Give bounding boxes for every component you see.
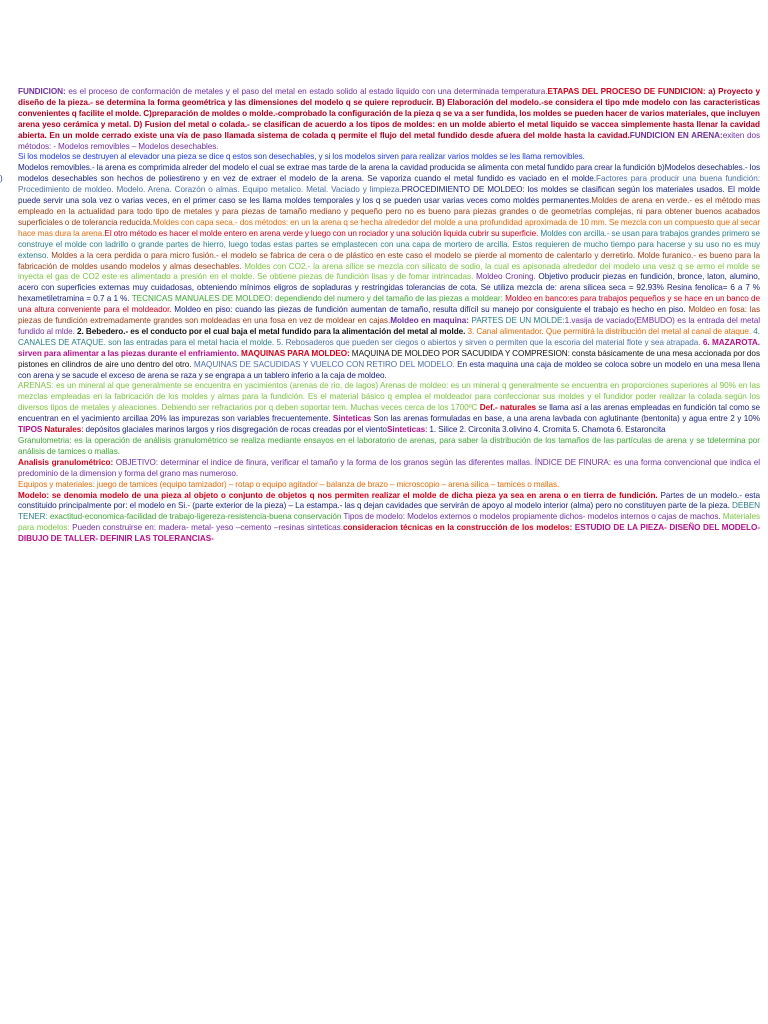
- text-run: PARTES DE UN MOLDE:: [468, 316, 565, 326]
- text-run: Moldeo en maquina:: [390, 316, 469, 326]
- text-run: : 1. Silice 2. Circonita 3.olivino 4. Cromita 5. Chamota 6. Estaroncita: [425, 425, 666, 435]
- text-run: Pueden construirse en: madera- metal- yeso –cemento –resinas sinteticas.: [69, 523, 343, 533]
- text-run: Arenas de moldeo: es un mineral q generalmente se encuentra en proporciones superiores al 90% en las mezclas empleadas en la fabricación de los moldes y almas para la fundición. Es el material básico q emplea el moldeador para confeccionar sus moldes y el fundidor poder realizar la colada según los diversos tipos de metales y aleaciones. Debiendo ser refractarios por q deben soportar tem. Muchas veces cerca de los 1700ºC: [18, 381, 760, 413]
- text-run: 1.vasija de vaciado(EMBUDO) es la entrada del metal fundido al mlde.: [18, 316, 760, 336]
- text-run: Modelo: se denomia modelo de una pieza al objeto o conjunto de objetos q nos permiten realizar el molde de dicha pieza ya sea en arena o en tierra de fundición.: [18, 490, 658, 500]
- text-run: Moldes con capa seca.- dos métodos: en un la arena q se hecha alrededor del molde a una profundidad aproximada de 10 mm. Se mezcla con un compuesto que al secar hace mas dura la arena.: [18, 217, 760, 238]
- text-run: Modelos removibles.- la arena es comprimida alreder del modelo el cual se extrae mas tarde de la arena la cavidad producida se alimenta con metal fundido para crear la fundición b)Modelos desechables.- los modelos desechables son hechos de poliestireno y en vez de extraer el modelo de la arena. Se vaporiza cuando el metal fundido es vaciado en el molde.: [18, 163, 760, 184]
- text-run: ETAPAS DEL PROCESO DE FUNDICION:: [547, 87, 706, 96]
- paragraph: [18, 436, 760, 458]
- text-run: exactitud-economica-facilidad de trabajo-ligereza-resistencia-buena conservación: [47, 512, 342, 522]
- text-run: FUNDICION EN ARENA:: [629, 130, 723, 140]
- paragraph: [18, 163, 760, 381]
- text-run: DEBEN TENER:: [18, 501, 761, 522]
- paragraph: [18, 480, 760, 491]
- text-run: Moldes con arcilla.- se usan para trabajos grandes primero se construye el molde con ladrillo o grande partes de hierro, luego todas estas partes se emplastecen con una capa de mortero de arcilla. Estos requieren de mucho tiempo para hacerse y su uso no es muy extenso.: [18, 228, 760, 260]
- text-run: dependiendo del numero y del tamaño de las piezas a moldear:: [272, 294, 503, 304]
- text-run: exiten dos métodos: - Modelos removibles – Modelos desechables.: [18, 130, 761, 151]
- text-run: Materiales para modelos:: [18, 512, 760, 533]
- text-run: es el proceso de conformación de metales y el paso del metal en estado solido al estado liquido con una determinada temperatura.: [65, 87, 548, 96]
- text-run: Factores para producir una buena fundición: Procedimiento de moldeo. Modelo. Arena. Corazón o almas. Equipo metalico. Metal. Vaciado y limpieza.: [18, 174, 760, 195]
- text-run: Moldes a la cera perdida o para micro fusión.- el modelo se fabrica de cera o de plástico en este caso el modelo se pierde al momento de calentarlo y derretirlo. Molde furanico.- es bueno para la fabricación de moldes usando modelos y almas desechables.: [18, 250, 760, 271]
- text-run: a) Proyecto y diseño de la pieza.- se determina la forma geométrica y las dimensiones del modelo q se quiere reproducir. B) Elaboración del modelo.-se considera el tipo mde modelo con las caracteristicas convenientes q facilite el molde. C)preparación de moldes o molde.-comprobado la configuración de la pieza q se va a ser fundida, los moldes se pueden hacer de varios materiales, que incluyen arena yeso cerámica y metal. D) Fusion del metal o colada.- se clasifican de acuerdo a los tipos de moldes: en un molde abierto el metal liquido se vaccea simplemente hasta llenar la cavidad abierta. En un molde cerrado existe una vía de paso llamada sistema de colada q permite el flujo del metal fundido desde afuera del molde hasta la cavidad.: [18, 87, 760, 140]
- text-run: 6. MAZAROTA. sirven para alimentar a las piezas durante el enfriamiento.: [18, 337, 760, 358]
- text-run: Moldeo en piso: cuando las piezas de fundición aumentan de tamaño, resulta difícil su manejo por consiguiente el trabajo es hecho en piso.: [171, 305, 686, 315]
- document-body: [18, 87, 760, 545]
- text-run: consideracion técnicas en la construcción de los modelos:: [342, 523, 573, 533]
- text-run: TIPOS: [18, 425, 43, 435]
- text-run: Moldes con CO2.- la arena sílice se mezcla con silicato de sodio, la cual es apisonada alrededor del modelo una vesz q se armo el molde se inyecta el gas de CO2 este es alimentado a presión en el molde. Se obtiene piezas de fundición lisas y de fomar intrincadas.: [18, 261, 760, 282]
- text-run: Partes de un modelo.- esta constituido principalmente por: el modelo en Si.- (parte exterior de la pieza) – La estampa.- las q dejan cavidades que servirán de apoyo al modelo interior (alma) pero no constituyen parte de la pieza.: [18, 490, 761, 511]
- text-run: Sinteticas: [386, 425, 426, 435]
- text-run: En esta maquina una caja de moldeo se coloca sobre un modelo en una mesa llena con arena y se sacude el exceso de arena se raza y se engrapa a un tablero inferio a la caja de moldeo.: [18, 359, 760, 380]
- paragraph: [18, 458, 760, 480]
- text-run: PROCEDIMIENTO DE MOLDEO: los moldes se clasifican según los materiales usados. El molde puede servir una sola vez o varias veces, en el primer caso se les llama moldes temporales y los q se pueden usar varias veces como moldes permanentes.: [18, 185, 760, 206]
- text-run: Equipos y materiales: juego de tamices (equipo tamizador) – rotap o equipo agitador – balanza de brazo – microscopio – arena silica – tamices o mallas.: [18, 479, 560, 489]
- paragraph: [18, 381, 760, 436]
- text-run: 3. Canal alimentador. Que permitirá la distribución del metal al canal de ataque.: [465, 326, 752, 336]
- text-run: FUNDICION:: [18, 87, 66, 96]
- text-run: Son las arenas formuladas en base, a una arena lavbada con aglutinante (bentonita) y agua entre 2 y 10%: [371, 414, 760, 424]
- text-run: MAQUINAS DE SACUDIDAS Y VUELCO CON RETIRO DEL MODELO.: [191, 359, 455, 369]
- text-run: El otro método es hacer el molde entero en arena verde y luego con un rociador y una solución liquida cubrir su superficie.: [104, 228, 539, 238]
- list-bullet-mark: ): [0, 174, 3, 183]
- text-run: Sinteticas: [330, 414, 372, 424]
- text-run: Moldeo Croning.: [473, 272, 536, 282]
- text-run: TECNICAS MANUALES DE MOLDEO:: [129, 294, 273, 304]
- text-run: Analisis granulométrico:: [18, 457, 114, 467]
- text-run: Si los modelos se destruyen al elevador una pieza se dice q estos son desechables, y si los modelos sirven para realizar varios moldes se les llama removibles.: [18, 152, 585, 162]
- text-run: OBJETIVO: determinar el indice de finura, verificar el tamaño y la forma de los granos según las diferentes mallas. ÍNDICE DE FINURA: es una forma convencional que indica el predominio de la dimension y forma del grano mas numeroso.: [18, 457, 760, 478]
- text-run: se llama así a las arenas empleadas en fundición tal como se encuentran en el yacimiento arcillaa 20% las impurezas son variables frecuentemente.: [18, 403, 760, 424]
- text-run: Tipos de modelo: Modelos externos o modelos propiamente dichos- modelos internos o cajas de machos.: [341, 512, 721, 522]
- text-run: Moldeo en banco:: [502, 294, 570, 304]
- text-run: Granulometria: es la operación de análisis granulométrico se realiza mediante ensayos en el laboratorio de arenas, para saber la distribución de los tamaños de las partículas de arena y se tdetermina por análisis de tamices o mallas.: [18, 436, 760, 456]
- text-run: es para trabajos pequeños y se hace en un banco de una altura conveniente para el moldeador.: [18, 294, 760, 315]
- text-run: MAQUINAS PARA MOLDEO:: [238, 348, 350, 358]
- text-run: ARENAS: es un mineral al que generalmente se encuentra en yacimientos (arenas de rio, de lagos): [18, 381, 379, 391]
- text-run: 5. Rebosaderos que pueden ser ciegos o abiertos y sirven o permiten que la escoria del material flote y sea atrapada.: [274, 337, 701, 347]
- text-run: Objetivo producir piezas en fundición, bronce, laton, alumino, acero con superficies externas muy cuidadosas, obteniendo mínimos eligros de sopladuras y restringidas tolerancias de cota. Se utiliza mezcla de: arena silicea seca = 92.93% Resina fenolica= 6 a 7 % hexametiletramina = 0.7 a 1 %.: [18, 272, 761, 304]
- text-run: 4. CANALES DE ATAQUE. son las entradas para el metal hacia el molde.: [18, 326, 761, 347]
- text-run: MAQUINA DE MOLDEO POR SACUDIDA Y COMPRESION: consta básicamente de una mesa accionada por dos pistones en cilindros de aire uno dentro del otro.: [18, 348, 760, 369]
- text-run: ESTUDIO DE LA PIEZA- DISEÑO DEL MODELO- DIBUJO DE TALLER- DEFINIR LAS TOLERANCIAS-: [18, 523, 760, 544]
- paragraph: [18, 152, 760, 163]
- text-run: Def.- naturales: [477, 403, 536, 413]
- text-run: 2. Bebedero.- es el conducto por el cual baja el metal fundido para la alimentación del metal al molde.: [74, 326, 466, 336]
- text-run: Moldes de arena en verde.- es el método mas empleado en la actualidad para todo tipo de metales y para piezas de tamaño mediano y pequeño pero no es bueno para piezas grandes o de geometrías complejas, ni para obtener buenos acabados superficiales o de tolerancia reducida.: [18, 196, 760, 227]
- paragraph: [18, 491, 760, 546]
- text-run: Moldeo en fosa: las piezas de fundición extremadamente grandes son moldeadas en una fosa en vez de moldear en cajas.: [18, 305, 761, 326]
- text-run: : depósitos glaciales marinos largos y ríos disgregación de rocas creadas por el viento: [81, 425, 387, 435]
- text-run: Naturales: [42, 425, 82, 435]
- paragraph: [18, 87, 760, 152]
